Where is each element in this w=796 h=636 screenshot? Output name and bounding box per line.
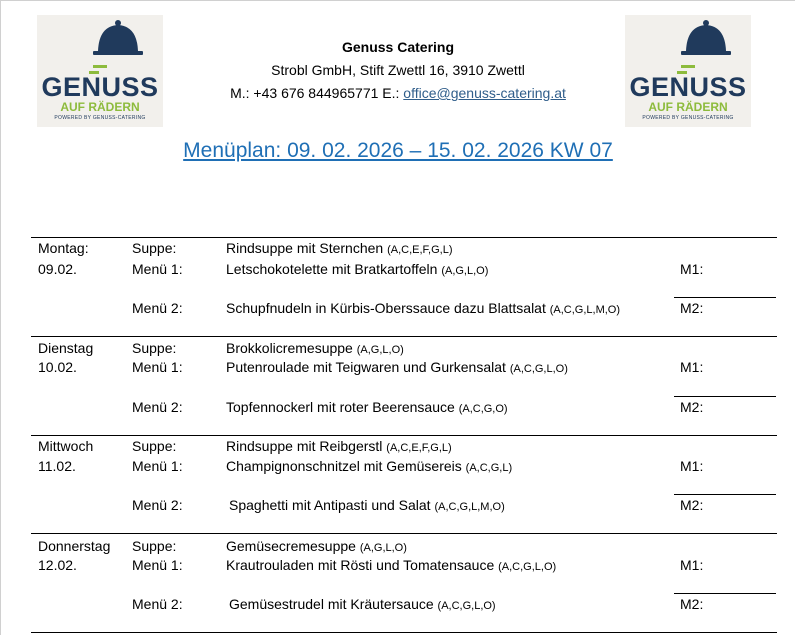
menu1-dish bbox=[226, 359, 568, 375]
allergen-codes: (A,G,L,O) bbox=[356, 344, 404, 356]
allergen-codes: (A,G,L,O) bbox=[441, 265, 489, 277]
menu2-label: Menü 2: bbox=[132, 596, 183, 612]
day-name: Mittwoch bbox=[38, 438, 94, 454]
m1-line bbox=[674, 593, 776, 594]
allergen-codes: (A,C,G,L,O) bbox=[509, 363, 568, 375]
day-separator bbox=[31, 336, 777, 337]
day-date: 12.02. bbox=[38, 557, 77, 573]
menu2-label: Menü 2: bbox=[132, 497, 183, 513]
logo-word-genuss: GENUSS bbox=[41, 72, 159, 102]
allergen-codes: (A,C,G,O) bbox=[458, 403, 508, 415]
m2-order-label: M2: bbox=[680, 497, 704, 513]
page-title: Menüplan: 09. 02. 2026 – 15. 02. 2026 KW 07 bbox=[183, 139, 613, 162]
allergen-codes: (A,C,G,L) bbox=[465, 462, 513, 474]
logo-tagline: POWERED BY GENUSS-CATERING bbox=[642, 115, 734, 121]
logo-word-auf-raedern-text: AUF RÄDERN bbox=[60, 100, 140, 114]
day-separator bbox=[31, 435, 777, 436]
menu2-label: Menü 2: bbox=[132, 399, 183, 415]
soup-dish bbox=[226, 438, 452, 454]
menu1-label: Menü 1: bbox=[132, 557, 183, 573]
menu2-dish bbox=[226, 399, 508, 415]
email-link[interactable]: office@genuss-catering.at bbox=[403, 85, 566, 101]
allergen-codes: (A,C,E,F,G,L) bbox=[386, 442, 452, 454]
menu1-dish-name: Letschokotelette mit Bratkartoffeln bbox=[226, 261, 438, 277]
m2-order-label: M2: bbox=[680, 300, 704, 316]
menu2-dish bbox=[229, 596, 496, 612]
m2-order-label: M2: bbox=[680, 399, 704, 415]
m1-order-label: M1: bbox=[680, 359, 704, 375]
m1-order-label: M1: bbox=[680, 557, 704, 573]
menu1-dish-name: Champignonschnitzel mit Gemüsereis bbox=[226, 458, 462, 474]
soup-dish-name: Rindsuppe mit Reibgerstl bbox=[226, 438, 383, 454]
m1-order-label: M1: bbox=[680, 458, 704, 474]
menu1-dish-name: Krautrouladen mit Rösti und Tomatensauce bbox=[226, 557, 499, 573]
allergen-codes: (A,C,E,F,G,L) bbox=[387, 244, 453, 256]
day-separator bbox=[31, 533, 777, 534]
allergen-codes: (A,C,G,L,O) bbox=[498, 561, 557, 573]
day-name: Donnerstag bbox=[38, 538, 111, 554]
allergen-codes: (A,C,G,L,M,O) bbox=[549, 304, 621, 316]
soup-dish bbox=[226, 538, 407, 554]
m1-line bbox=[674, 494, 776, 495]
soup-label: Suppe: bbox=[132, 438, 177, 454]
genuss-logo-right bbox=[625, 15, 751, 127]
menu2-label: Menü 2: bbox=[132, 300, 183, 316]
soup-dish-name: Gemüsecremesuppe bbox=[226, 538, 356, 554]
m2-order-label: M2: bbox=[680, 596, 704, 612]
logo-word-auf-raedern bbox=[37, 100, 163, 114]
day-date: 09.02. bbox=[38, 261, 77, 277]
menu2-dish bbox=[229, 497, 505, 513]
m1-line bbox=[674, 297, 776, 298]
day-date: 10.02. bbox=[38, 359, 77, 375]
allergen-codes: (A,G,L,O) bbox=[359, 542, 407, 554]
soup-label: Suppe: bbox=[132, 340, 177, 356]
company-contact bbox=[200, 85, 596, 101]
menu1-label: Menü 1: bbox=[132, 458, 183, 474]
table-bottom-rule bbox=[31, 632, 777, 633]
m1-order-label: M1: bbox=[680, 261, 704, 277]
day-name: Montag: bbox=[38, 240, 89, 256]
menu1-dish bbox=[226, 458, 512, 474]
menu1-dish bbox=[226, 261, 488, 277]
menu2-dish bbox=[226, 300, 620, 316]
menu2-dish-name: Spaghetti mit Antipasti und Salat bbox=[229, 497, 431, 513]
contact-phone: M.: +43 676 844965771 E.: bbox=[230, 85, 404, 101]
menu2-dish-name: Schupfnudeln in Kürbis-Oberssauce dazu Blattsalat bbox=[226, 300, 546, 316]
m1-line bbox=[674, 396, 776, 397]
logo-word-auf-raedern bbox=[625, 100, 751, 114]
genuss-logo-left bbox=[37, 15, 163, 127]
allergen-codes: (A,C,G,L,O) bbox=[437, 600, 496, 612]
soup-dish-name: Brokkolicremesuppe bbox=[226, 340, 353, 356]
company-address: Strobl GmbH, Stift Zwettl 16, 3910 Zwettl bbox=[271, 62, 525, 78]
menu1-label: Menü 1: bbox=[132, 261, 183, 277]
soup-dish bbox=[226, 340, 404, 356]
soup-dish bbox=[226, 240, 453, 256]
logo-tagline: POWERED BY GENUSS-CATERING bbox=[54, 115, 146, 121]
logo-word-auf-raedern-text: AUF RÄDERN bbox=[648, 100, 728, 114]
menu2-dish-name: Gemüsestrudel mit Kräutersauce bbox=[229, 596, 434, 612]
soup-label: Suppe: bbox=[132, 538, 177, 554]
logo-word-genuss: GENUSS bbox=[629, 72, 747, 102]
menu1-label: Menü 1: bbox=[132, 359, 183, 375]
day-date: 11.02. bbox=[38, 458, 76, 474]
soup-dish-name: Rindsuppe mit Sternchen bbox=[226, 240, 384, 256]
menu2-dish-name: Topfennockerl mit roter Beerensauce bbox=[226, 399, 455, 415]
table-top-rule bbox=[31, 237, 777, 238]
company-name: Genuss Catering bbox=[341, 39, 455, 55]
menu1-dish bbox=[226, 557, 556, 573]
allergen-codes: (A,C,G,L,M,O) bbox=[434, 501, 505, 513]
day-name: Dienstag bbox=[38, 340, 94, 356]
menu1-dish-name: Putenroulade mit Teigwaren und Gurkensalat bbox=[226, 359, 506, 375]
soup-label: Suppe: bbox=[132, 240, 177, 256]
